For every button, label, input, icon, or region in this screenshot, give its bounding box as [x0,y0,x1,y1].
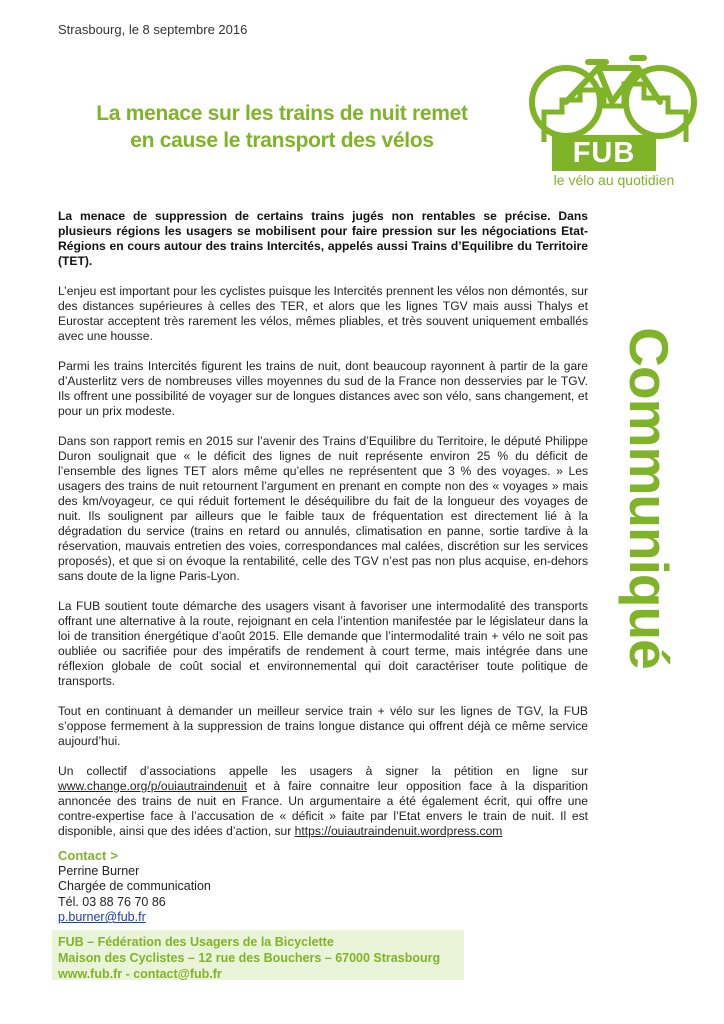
contact-phone: Tél. 03 88 76 70 86 [58,894,166,909]
paragraph-6: Un collectif d’associations appelle les usagers à signer la pétition en ligne sur www.change.org/p/ouiautraindenuit et à faire connaitre leur opposition face à la disparition annoncée des trains de nuit en France. Un argumentaire a été également écrit, qui offre une contre-expertise face à l’accusation de « déficit » faite par l’Etat envers le train de nuit. Il est disponible, ainsi que des idées d’action, sur https://ouiautraindenuit.wordpress.com [58,764,588,838]
paragraph-4: La FUB soutient toute démarche des usagers visant à favoriser une intermodalité des transports offrant une alternative à la route, rejoignant en cela l’intention manifestée par le législateur dans la loi de transition énergétique d’août 2015. Elle demande que l’intermodalité train + vélo ne soit pas oubliée ou sacrifiée pour des impératifs de rendement à court terme, mais intégrée dans une réflexion globale de coût social et environnemental qui doit caractériser toute politique de transports. [58,599,588,688]
logo-wordmark: FUB [552,135,656,171]
communique-vertical-label: Communiqué [618,327,680,669]
contact-role: Chargée de communication [58,879,211,893]
paragraph-1: L’enjeu est important pour les cyclistes puisque les Intercités prennent les vélos non démontés, sur des distances supérieures à celles des TER, et alors que les lignes TGV mais aussi Thalys et Eurostar acceptent très rarement les vélos, mêmes pliables, et très souvent uniquement emballés avec une housse. [58,284,588,343]
footer-org-name: FUB – Fédération des Usagers de la Bicyclette [58,935,334,949]
article-body [58,209,588,854]
argument-site-link[interactable]: https://ouiautraindenuit.wordpress.com [294,824,503,838]
footer-address: Maison des Cyclistes – 12 rue des Bouchers – 67000 Strasbourg [58,951,441,965]
petition-link[interactable]: www.change.org/p/ouiautraindenuit [58,779,247,793]
contact-block [58,848,211,926]
paragraph-3: Dans son rapport remis en 2015 sur l’avenir des Trains d’Equilibre du Territoire, le député Philippe Duron soulignait que « le déficit des lignes de nuit représente environ 25 % du déficit de l’ensemble des lignes TET alors même qu’elles ne représentent que 3 % des voyages. » Les usagers des trains de nuit retournent l’argument en prenant en compte non des « voyages » mais des km/voyageur, ce qui réduit fortement le déséquilibre du fait de la longueur des voyages de nuit. Ils soulignent par ailleurs que le faible taux de fréquentation est directement lié à la dégradation du service (trains en retard ou annulés, climatisation en panne, sortie tardive à la réservation, mauvais entretien des voies, correspondances mal calées, discrétion sur les services proposés), et que si on évoque la rentabilité, celle des TGV n’est pas non plus acquise, en-dehors sans doute de la ligne Paris-Lyon. [58,434,588,583]
lead-paragraph: La menace de suppression de certains trains jugés non rentables se précise. Dans plusieurs régions les usagers se mobilisent pour faire pression sur les négociations Etat-Régions en cours autour des trains Intercités, appelés aussi Trains d’Equilibre du Territoire (TET). [58,209,588,268]
contact-heading: Contact > [58,848,118,863]
contact-name: Perrine Burner [58,863,140,878]
dateline: Strasbourg, le 8 septembre 2016 [58,22,248,37]
contact-email-link[interactable]: p.burner@fub.fr [58,910,146,924]
paragraph-2: Parmi les trains Intercités figurent les trains de nuit, dont beaucoup rayonnent à partir de la gare d’Austerlitz vers de nombreuses villes moyennes du sud de la France non desservies par le TGV. Ils offrent une possibilité de voyager sur de longues distances avec son vélo, sans changement, et pour un prix modeste. [58,359,588,418]
paragraph-5: Tout en continuant à demander un meilleur service train + vélo sur les lignes de TGV, la FUB s’oppose fermement à la suppression de trains longue distance qui offrent déjà ce même service aujourd’hui. [58,704,588,748]
title-line-1: La menace sur les trains de nuit remet [96,102,468,125]
chevron-right-icon: > [110,848,118,863]
page-title [52,100,512,154]
logo-tagline: le vélo au quotidien [553,172,675,188]
footer-web-contact: www.fub.fr - contact@fub.fr [58,967,222,981]
title-line-2: en cause le transport des vélos [130,129,434,152]
footer-address-box [52,930,464,980]
